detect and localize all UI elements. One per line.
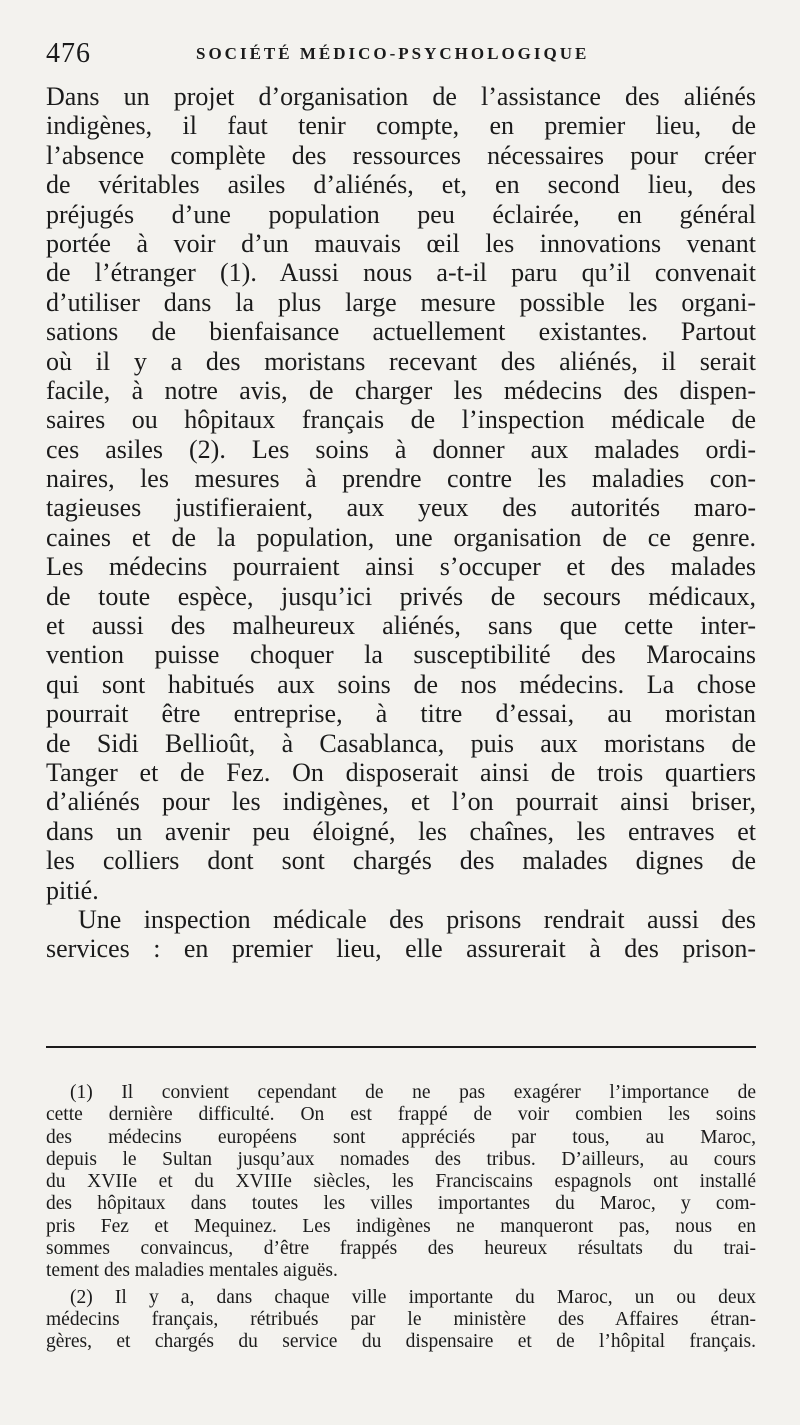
text-line: d’aliénés pour les indigènes, et l’on pourrait ainsi briser, <box>46 787 756 817</box>
text-line: caines et de la population, une organisation de ce genre. <box>46 522 756 552</box>
footnote-line: cette dernière difficulté. On est frappé de voir combien les soins <box>46 1104 756 1126</box>
text-line: vention puisse choquer la susceptibilité des Marocains <box>46 640 756 670</box>
text-line: services : en premier lieu, elle assurerait à des prison- <box>46 934 756 964</box>
text-line: naires, les mesures à prendre contre les maladies con- <box>46 464 756 494</box>
text-line: de Sidi Bellioût, à Casablanca, puis aux moristans de <box>46 728 756 758</box>
footnote-line: (1) Il convient cependant de ne pas exagérer l’importance de <box>70 1082 756 1103</box>
text-line: et aussi des malheureux aliénés, sans que cette inter- <box>46 611 756 641</box>
footnote-line: des médecins européens sont appréciés par tous, au Maroc, <box>46 1126 756 1148</box>
running-head: SOCIÉTÉ MÉDICO-PSYCHOLOGIQUE <box>196 44 590 63</box>
text-line: dans un avenir peu éloigné, les chaînes, les entraves et <box>46 816 756 846</box>
footnote-2 <box>46 1287 756 1354</box>
footnote-line: (2) Il y a, dans chaque ville importante du Maroc, un ou deux <box>70 1286 756 1308</box>
text-line: sations de bienfaisance actuellement existantes. Partout <box>46 317 756 347</box>
page-number: 476 <box>46 38 91 69</box>
text-line: de l’étranger (1). Aussi nous a-t-il paru qu’il convenait <box>46 258 756 288</box>
footnote-line: pris Fez et Mequinez. Les indigènes ne manqueront pas, nous en <box>46 1215 756 1237</box>
footnote-line: gères, et chargés du service du dispensaire et de l’hôpital français. <box>46 1331 756 1353</box>
text-line: saires ou hôpitaux français de l’inspection médicale de <box>46 405 756 435</box>
text-line: de toute espèce, jusqu’ici privés de secours médicaux, <box>46 581 756 611</box>
footnote-line: sommes convaincus, d’être frappés des heureux résultats du trai- <box>46 1238 756 1260</box>
text-line: tagieuses justifieraient, aux yeux des autorités maro- <box>46 493 756 523</box>
text-line: Une inspection médicale des prisons rendrait aussi des <box>78 904 756 934</box>
footnote-line: des hôpitaux dans toutes les villes importantes du Maroc, y com- <box>46 1193 756 1215</box>
text-line: pitié. <box>46 875 99 905</box>
footnote-line: du XVIIe et du XVIIIe siècles, les Franciscains espagnols ont installé <box>46 1171 756 1193</box>
footnote-line: depuis le Sultan jusqu’aux nomades des tribus. D’ailleurs, au cours <box>46 1148 756 1170</box>
text-line: Les médecins pourraient ainsi s’occuper et des malades <box>46 552 756 582</box>
body-text <box>46 82 756 964</box>
page-header <box>46 38 756 72</box>
text-line: Dans un projet d’organisation de l’assistance des aliénés <box>46 82 756 111</box>
text-line: facile, à notre avis, de charger les médecins des dispen- <box>46 375 756 405</box>
text-line: préjugés d’une population peu éclairée, en général <box>46 199 756 229</box>
text-line: où il y a des moristans recevant des aliénés, il serait <box>46 346 756 376</box>
footnote-1 <box>46 1082 756 1283</box>
footnote-line: tement des maladies mentales aiguës. <box>46 1260 338 1282</box>
text-line: indigènes, il faut tenir compte, en premier lieu, de <box>46 111 756 141</box>
text-line: d’utiliser dans la plus large mesure possible les organi- <box>46 287 756 317</box>
footnotes <box>46 1082 756 1354</box>
text-line: ces asiles (2). Les soins à donner aux malades ordi- <box>46 434 756 464</box>
text-line: portée à voir d’un mauvais œil les innovations venant <box>46 228 756 258</box>
footnote-separator <box>46 1046 756 1048</box>
text-line: les colliers dont sont chargés des malades dignes de <box>46 846 756 876</box>
text-line: qui sont habitués aux soins de nos médecins. La chose <box>46 669 756 699</box>
text-line: pourrait être entreprise, à titre d’essai, au moristan <box>46 699 756 729</box>
text-line: Tanger et de Fez. On disposerait ainsi de trois quartiers <box>46 757 756 787</box>
text-line: l’absence complète des ressources nécessaires pour créer <box>46 140 756 170</box>
text-line: de véritables asiles d’aliénés, et, en second lieu, des <box>46 170 756 200</box>
footnote-line: médecins français, rétribués par le ministère des Affaires étran- <box>46 1308 756 1330</box>
